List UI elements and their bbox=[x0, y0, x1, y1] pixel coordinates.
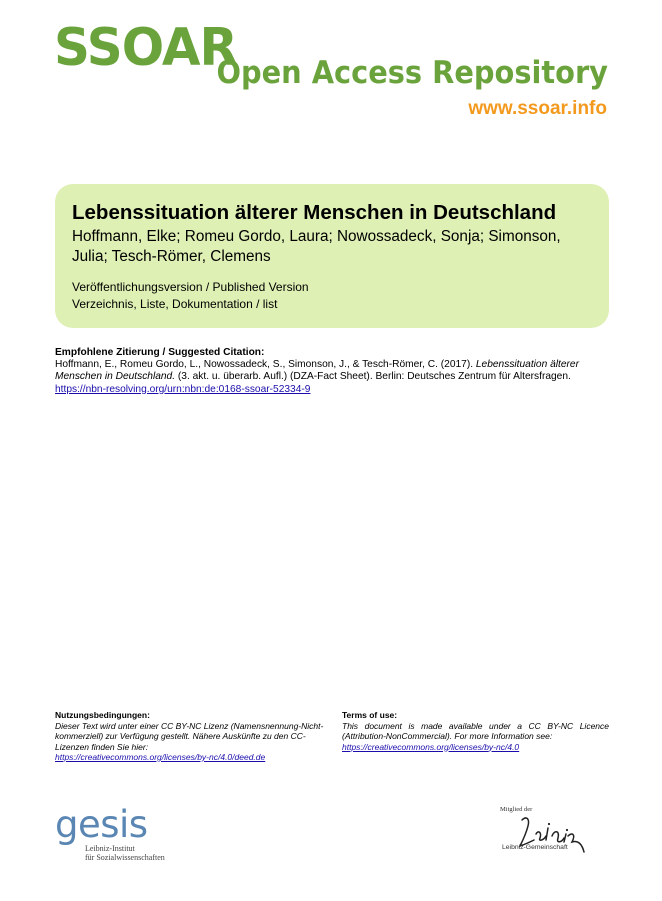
terms-de-body: Dieser Text wird unter einer CC BY-NC Lizenz (Namensnennung-Nicht-kommerziell) zur Verfügung gestellt. Nähere Auskünfte zu den CC-Lizenzen finden Sie hier: bbox=[55, 720, 324, 752]
terms-en-link[interactable]: https://creativecommons.org/licenses/by-nc/4.0 bbox=[342, 741, 520, 752]
repository-title: Open Access Repository bbox=[216, 55, 608, 91]
repository-url[interactable]: www.ssoar.info bbox=[468, 98, 607, 119]
gesis-wordmark: gesis bbox=[55, 803, 148, 846]
ssoar-logo: SSOAR bbox=[54, 18, 238, 78]
gesis-subtitle-line1: Leibniz-Institut bbox=[85, 844, 135, 853]
document-type: Verzeichnis, Liste, Dokumentation / list bbox=[72, 297, 278, 311]
citation-link[interactable]: https://nbn-resolving.org/urn:nbn:de:0168-ssoar-52334-9 bbox=[55, 383, 311, 395]
leibniz-member-text: Mitglied der bbox=[500, 806, 533, 813]
gesis-logo bbox=[55, 803, 165, 862]
citation-suffix: (3. akt. u. überarb. Aufl.) (DZA-Fact Sheet). Berlin: Deutsches Zentrum für Altersfragen. bbox=[175, 371, 571, 383]
citation-text bbox=[55, 359, 610, 383]
leibniz-org-text: Leibniz-Gemeinschaft bbox=[502, 844, 568, 851]
gesis-subtitle-line2: für Sozialwissenschaften bbox=[85, 853, 165, 862]
terms-de-link[interactable]: https://creativecommons.org/licenses/by-nc/4.0/deed.de bbox=[55, 752, 266, 762]
leibniz-logo bbox=[498, 806, 610, 868]
terms-english bbox=[342, 710, 609, 752]
citation-heading: Empfohlene Zitierung / Suggested Citation: bbox=[55, 347, 265, 358]
terms-de-heading: Nutzungsbedingungen: bbox=[55, 710, 150, 720]
suggested-citation bbox=[55, 347, 610, 396]
citation-title: Lebenssituation älterer Menschen in Deutschland. bbox=[55, 359, 579, 383]
citation-prefix: Hoffmann, E., Romeu Gordo, L., Nowossadeck, S., Simonson, J., & Tesch-Römer, C. (2017). bbox=[55, 359, 476, 371]
terms-en-body: This document is made available under a CC BY-NC Licence (Attribution-NonCommercial). For more Information see: bbox=[342, 720, 609, 741]
document-authors: Hoffmann, Elke; Romeu Gordo, Laura; Nowossadeck, Sonja; Simonson, Julia; Tesch-Römer, Clemens bbox=[72, 228, 561, 265]
document-version: Veröffentlichungsversion / Published Version bbox=[72, 280, 309, 294]
terms-en-heading: Terms of use: bbox=[342, 710, 398, 720]
terms-german bbox=[55, 710, 325, 763]
document-title: Lebenssituation älterer Menschen in Deutschland bbox=[72, 201, 557, 224]
gesis-subtitle bbox=[85, 844, 165, 862]
